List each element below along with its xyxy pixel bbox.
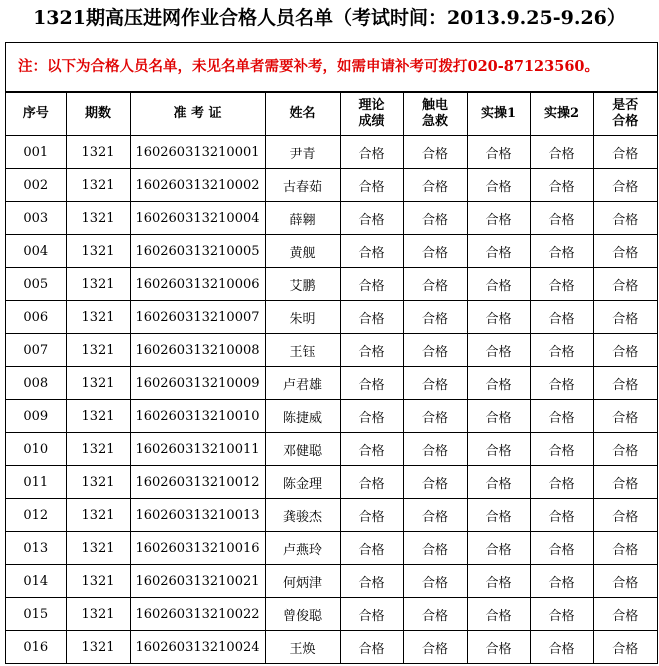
header-exam-id: 准 考 证 <box>130 93 265 136</box>
table-row <box>6 565 657 598</box>
cell-qualified: 合格 <box>593 202 657 235</box>
table-row <box>6 433 657 466</box>
cell-first-aid: 合格 <box>403 136 467 169</box>
table-body <box>6 136 657 664</box>
table-row <box>6 631 657 664</box>
cell-period: 1321 <box>66 169 130 202</box>
cell-practical-2: 合格 <box>530 136 593 169</box>
cell-period: 1321 <box>66 433 130 466</box>
cell-practical-1: 合格 <box>467 466 530 499</box>
cell-name: 陈金理 <box>265 466 340 499</box>
table-row <box>6 202 657 235</box>
cell-practical-1: 合格 <box>467 400 530 433</box>
cell-name: 何炳津 <box>265 565 340 598</box>
cell-qualified: 合格 <box>593 466 657 499</box>
cell-theory-score: 合格 <box>340 466 403 499</box>
cell-period: 1321 <box>66 202 130 235</box>
cell-first-aid: 合格 <box>403 400 467 433</box>
table-row <box>6 235 657 268</box>
cell-practical-2: 合格 <box>530 532 593 565</box>
cell-exam-id: 160260313210022 <box>130 598 265 631</box>
cell-qualified: 合格 <box>593 169 657 202</box>
cell-seq: 007 <box>6 334 66 367</box>
cell-practical-1: 合格 <box>467 565 530 598</box>
cell-period: 1321 <box>66 400 130 433</box>
header-row <box>6 93 657 136</box>
table-row <box>6 367 657 400</box>
cell-period: 1321 <box>66 301 130 334</box>
cell-theory-score: 合格 <box>340 400 403 433</box>
cell-exam-id: 160260313210004 <box>130 202 265 235</box>
cell-exam-id: 160260313210013 <box>130 499 265 532</box>
cell-exam-id: 160260313210009 <box>130 367 265 400</box>
cell-name: 龚骏杰 <box>265 499 340 532</box>
cell-name: 艾鹏 <box>265 268 340 301</box>
cell-seq: 005 <box>6 268 66 301</box>
cell-first-aid: 合格 <box>403 202 467 235</box>
table-row <box>6 136 657 169</box>
cell-theory-score: 合格 <box>340 598 403 631</box>
cell-name: 邓健聪 <box>265 433 340 466</box>
cell-seq: 008 <box>6 367 66 400</box>
results-sheet <box>5 42 658 664</box>
cell-name: 王焕 <box>265 631 340 664</box>
cell-practical-1: 合格 <box>467 334 530 367</box>
cell-period: 1321 <box>66 598 130 631</box>
cell-theory-score: 合格 <box>340 169 403 202</box>
cell-first-aid: 合格 <box>403 334 467 367</box>
cell-name: 陈捷威 <box>265 400 340 433</box>
cell-qualified: 合格 <box>593 565 657 598</box>
cell-first-aid: 合格 <box>403 433 467 466</box>
cell-name: 卢燕玲 <box>265 532 340 565</box>
cell-practical-1: 合格 <box>467 268 530 301</box>
header-practical-1: 实操1 <box>467 93 530 136</box>
cell-practical-1: 合格 <box>467 301 530 334</box>
cell-practical-2: 合格 <box>530 466 593 499</box>
cell-qualified: 合格 <box>593 235 657 268</box>
table-row <box>6 301 657 334</box>
cell-first-aid: 合格 <box>403 268 467 301</box>
cell-first-aid: 合格 <box>403 301 467 334</box>
cell-period: 1321 <box>66 565 130 598</box>
cell-practical-1: 合格 <box>467 433 530 466</box>
cell-first-aid: 合格 <box>403 565 467 598</box>
page-title: 1321期高压进网作业合格人员名单（考试时间：2013.9.25-9.26） <box>33 7 626 29</box>
cell-practical-2: 合格 <box>530 499 593 532</box>
cell-period: 1321 <box>66 466 130 499</box>
cell-seq: 002 <box>6 169 66 202</box>
cell-exam-id: 160260313210002 <box>130 169 265 202</box>
cell-practical-1: 合格 <box>467 169 530 202</box>
cell-practical-1: 合格 <box>467 235 530 268</box>
cell-first-aid: 合格 <box>403 169 467 202</box>
cell-practical-1: 合格 <box>467 136 530 169</box>
cell-theory-score: 合格 <box>340 136 403 169</box>
cell-practical-2: 合格 <box>530 169 593 202</box>
cell-qualified: 合格 <box>593 367 657 400</box>
cell-practical-2: 合格 <box>530 202 593 235</box>
cell-exam-id: 160260313210005 <box>130 235 265 268</box>
cell-first-aid: 合格 <box>403 499 467 532</box>
table-row <box>6 499 657 532</box>
cell-name: 朱明 <box>265 301 340 334</box>
header-name: 姓名 <box>265 93 340 136</box>
cell-theory-score: 合格 <box>340 499 403 532</box>
cell-qualified: 合格 <box>593 433 657 466</box>
notice-text: 注：以下为合格人员名单，未见名单者需要补考，如需申请补考可拨打020-87123560。 <box>6 43 657 92</box>
cell-seq: 015 <box>6 598 66 631</box>
cell-theory-score: 合格 <box>340 334 403 367</box>
cell-name: 黄舰 <box>265 235 340 268</box>
cell-exam-id: 160260313210011 <box>130 433 265 466</box>
cell-theory-score: 合格 <box>340 631 403 664</box>
cell-exam-id: 160260313210010 <box>130 400 265 433</box>
cell-period: 1321 <box>66 631 130 664</box>
cell-name: 薛翱 <box>265 202 340 235</box>
cell-qualified: 合格 <box>593 334 657 367</box>
cell-seq: 012 <box>6 499 66 532</box>
cell-theory-score: 合格 <box>340 532 403 565</box>
header-period: 期数 <box>66 93 130 136</box>
header-practical-2: 实操2 <box>530 93 593 136</box>
cell-seq: 004 <box>6 235 66 268</box>
cell-period: 1321 <box>66 136 130 169</box>
cell-seq: 001 <box>6 136 66 169</box>
cell-theory-score: 合格 <box>340 268 403 301</box>
cell-name: 曾俊聪 <box>265 598 340 631</box>
cell-period: 1321 <box>66 268 130 301</box>
cell-seq: 014 <box>6 565 66 598</box>
cell-first-aid: 合格 <box>403 367 467 400</box>
table-row <box>6 169 657 202</box>
cell-practical-2: 合格 <box>530 235 593 268</box>
table-row <box>6 598 657 631</box>
cell-practical-2: 合格 <box>530 334 593 367</box>
cell-qualified: 合格 <box>593 268 657 301</box>
cell-seq: 006 <box>6 301 66 334</box>
cell-first-aid: 合格 <box>403 532 467 565</box>
cell-seq: 013 <box>6 532 66 565</box>
cell-qualified: 合格 <box>593 631 657 664</box>
cell-practical-2: 合格 <box>530 301 593 334</box>
header-theory-score: 理论 成绩 <box>340 93 403 136</box>
cell-seq: 011 <box>6 466 66 499</box>
cell-practical-1: 合格 <box>467 532 530 565</box>
table-row <box>6 466 657 499</box>
cell-qualified: 合格 <box>593 499 657 532</box>
cell-practical-1: 合格 <box>467 499 530 532</box>
cell-qualified: 合格 <box>593 301 657 334</box>
results-table <box>6 92 657 664</box>
cell-name: 王钰 <box>265 334 340 367</box>
cell-period: 1321 <box>66 367 130 400</box>
cell-first-aid: 合格 <box>403 598 467 631</box>
cell-practical-2: 合格 <box>530 565 593 598</box>
cell-exam-id: 160260313210024 <box>130 631 265 664</box>
cell-theory-score: 合格 <box>340 235 403 268</box>
cell-period: 1321 <box>66 532 130 565</box>
cell-exam-id: 160260313210008 <box>130 334 265 367</box>
cell-name: 古春茹 <box>265 169 340 202</box>
cell-theory-score: 合格 <box>340 433 403 466</box>
cell-practical-2: 合格 <box>530 631 593 664</box>
cell-first-aid: 合格 <box>403 631 467 664</box>
cell-qualified: 合格 <box>593 136 657 169</box>
cell-practical-1: 合格 <box>467 598 530 631</box>
cell-qualified: 合格 <box>593 598 657 631</box>
cell-seq: 009 <box>6 400 66 433</box>
cell-practical-2: 合格 <box>530 400 593 433</box>
cell-first-aid: 合格 <box>403 235 467 268</box>
cell-practical-2: 合格 <box>530 598 593 631</box>
cell-exam-id: 160260313210001 <box>130 136 265 169</box>
cell-name: 卢君雄 <box>265 367 340 400</box>
cell-period: 1321 <box>66 235 130 268</box>
table-row <box>6 400 657 433</box>
cell-qualified: 合格 <box>593 532 657 565</box>
table-row <box>6 532 657 565</box>
cell-theory-score: 合格 <box>340 301 403 334</box>
cell-practical-1: 合格 <box>467 631 530 664</box>
cell-name: 尹青 <box>265 136 340 169</box>
cell-seq: 010 <box>6 433 66 466</box>
cell-first-aid: 合格 <box>403 466 467 499</box>
cell-period: 1321 <box>66 334 130 367</box>
table-row <box>6 268 657 301</box>
cell-exam-id: 160260313210012 <box>130 466 265 499</box>
cell-practical-2: 合格 <box>530 433 593 466</box>
cell-exam-id: 160260313210016 <box>130 532 265 565</box>
cell-qualified: 合格 <box>593 400 657 433</box>
cell-practical-1: 合格 <box>467 202 530 235</box>
cell-practical-1: 合格 <box>467 367 530 400</box>
cell-period: 1321 <box>66 499 130 532</box>
cell-theory-score: 合格 <box>340 202 403 235</box>
header-first-aid: 触电 急救 <box>403 93 467 136</box>
header-qualified: 是否 合格 <box>593 93 657 136</box>
cell-practical-2: 合格 <box>530 367 593 400</box>
cell-exam-id: 160260313210007 <box>130 301 265 334</box>
cell-seq: 016 <box>6 631 66 664</box>
cell-seq: 003 <box>6 202 66 235</box>
cell-theory-score: 合格 <box>340 367 403 400</box>
header-seq: 序号 <box>6 93 66 136</box>
cell-exam-id: 160260313210021 <box>130 565 265 598</box>
cell-exam-id: 160260313210006 <box>130 268 265 301</box>
cell-practical-2: 合格 <box>530 268 593 301</box>
cell-theory-score: 合格 <box>340 565 403 598</box>
table-row <box>6 334 657 367</box>
